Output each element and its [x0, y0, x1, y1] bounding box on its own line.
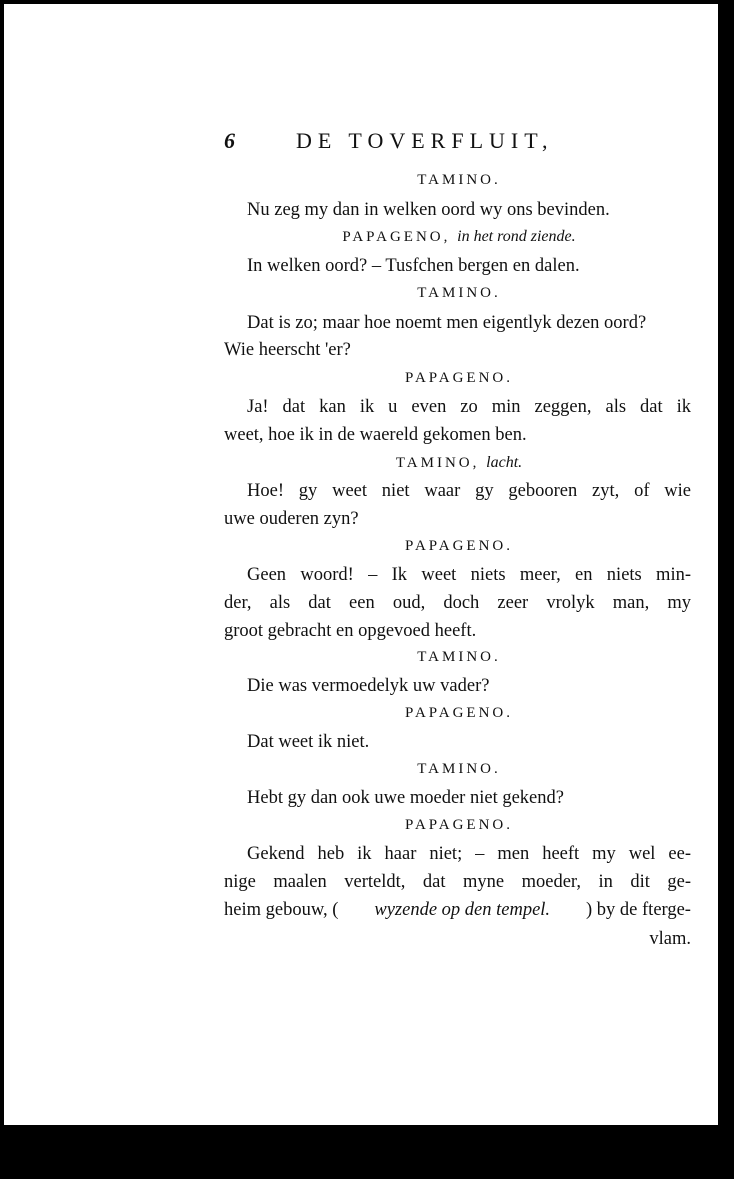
- speaker-heading: TAMINO.: [417, 285, 501, 301]
- dialogue-line: Wie heerscht 'er?: [224, 340, 351, 360]
- speaker-heading: TAMINO.: [417, 172, 501, 188]
- speaker-heading: PAPAGENO.: [404, 538, 513, 554]
- stage-direction: in het rond ziende.: [457, 228, 576, 245]
- dialogue-line: nige maalen verteldt, dat myne moeder, in dit ge-: [224, 872, 691, 892]
- speaker-heading: TAMINO, lacht.: [395, 454, 523, 471]
- running-header: [224, 128, 624, 158]
- speaker-heading: PAPAGENO, in het rond ziende.: [342, 228, 576, 245]
- scan-border-bottom: [0, 1125, 734, 1179]
- speaker-heading: TAMINO.: [417, 649, 501, 665]
- stage-direction: lacht.: [486, 454, 523, 471]
- dialogue-line: Dat weet ik niet.: [247, 732, 370, 752]
- dialogue-line: Ja! dat kan ik u even zo min zeggen, als dat ik: [247, 397, 691, 417]
- dialogue-line: Gekend heb ik haar niet; – men heeft my wel ee-: [247, 844, 691, 864]
- dialogue-line: Hebt gy dan ook uwe moeder niet gekend?: [247, 788, 564, 808]
- stage-direction: wyzende op den tempel.: [374, 900, 551, 920]
- speaker-heading: PAPAGENO.: [404, 817, 513, 833]
- catchword: vlam.: [649, 929, 691, 949]
- dialogue-line-with-stage-direction: [224, 900, 691, 921]
- dialogue-line: In welken oord? – Tusfchen bergen en dalen.: [247, 256, 580, 276]
- speaker-heading: PAPAGENO.: [404, 705, 513, 721]
- speaker-heading: PAPAGENO.: [404, 370, 513, 386]
- speaker-heading: TAMINO.: [417, 761, 501, 777]
- dialogue-line: uwe ouderen zyn?: [224, 509, 359, 529]
- dialogue-line: groot gebracht en opgevoed heeft.: [224, 621, 477, 641]
- scan-border-right: [718, 0, 734, 1179]
- page-number: 6: [224, 128, 235, 153]
- dialogue-line: Hoe! gy weet niet waar gy gebooren zyt, of wie: [247, 481, 691, 501]
- dialogue-line: weet, hoe ik in de waereld gekomen ben.: [224, 425, 527, 445]
- line-text-after: ) by de fterge-: [586, 900, 691, 920]
- dialogue-line: Die was vermoedelyk uw vader?: [247, 676, 490, 696]
- dialogue-line: der, als dat een oud, doch zeer vrolyk man, my: [224, 593, 691, 613]
- running-title: DE TOVERFLUIT,: [296, 128, 554, 153]
- line-text-before: heim gebouw, (: [224, 900, 339, 920]
- dialogue-line: Dat is zo; maar hoe noemt men eigentlyk dezen oord?: [247, 313, 647, 333]
- dialogue-line: Geen woord! – Ik weet niets meer, en niets min-: [247, 565, 691, 585]
- dialogue-line: Nu zeg my dan in welken oord wy ons bevinden.: [247, 200, 610, 220]
